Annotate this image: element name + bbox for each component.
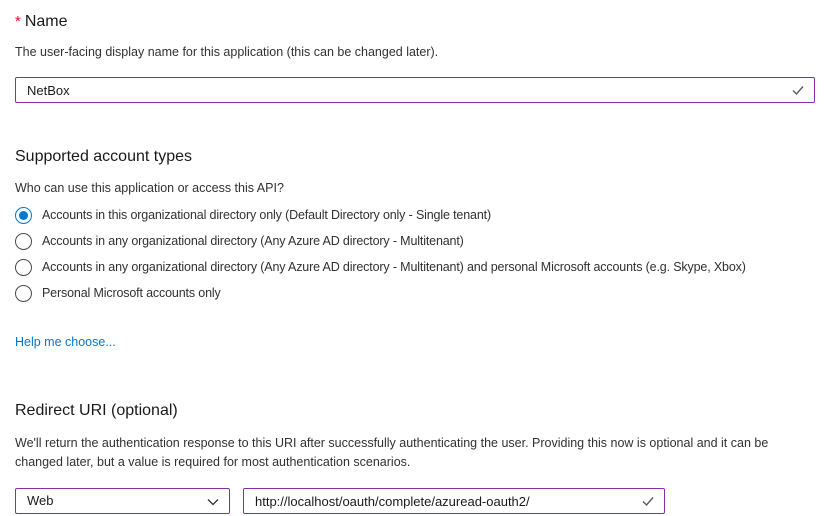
name-field-wrap: [15, 77, 815, 103]
account-types-title: Supported account types: [15, 148, 193, 165]
account-types-radio-group: [15, 206, 815, 302]
help-me-choose-link[interactable]: Help me choose...: [15, 335, 116, 349]
uri-field-wrap: [243, 488, 665, 514]
radio-button-icon[interactable]: [15, 259, 32, 276]
name-description: The user-facing display name for this application (this can be changed later).: [15, 45, 439, 59]
required-marker: *: [15, 13, 21, 30]
redirect-uri-title: Redirect URI (optional): [15, 402, 178, 419]
redirect-uri-row: [15, 488, 815, 514]
radio-option-multitenant[interactable]: [15, 232, 815, 250]
chevron-down-icon: [206, 495, 220, 509]
radio-option-label: Accounts in any organizational directory (Any Azure AD directory - Multitenant): [42, 234, 464, 248]
radio-option-label: Accounts in this organizational directory only (Default Directory only - Single tenant): [42, 208, 491, 222]
redirect-uri-input[interactable]: [243, 488, 665, 514]
radio-button-icon[interactable]: [15, 285, 32, 302]
platform-select[interactable]: [15, 488, 230, 514]
name-section-title: [15, 11, 815, 32]
radio-option-single-tenant[interactable]: [15, 206, 815, 224]
redirect-uri-description: We'll return the authentication response to this URI after successfully authenticating the user. Providing this now is optional and it can be changed later, but a value is required for most authentication scenarios.: [15, 436, 769, 469]
radio-option-multitenant-personal[interactable]: [15, 258, 815, 276]
radio-option-label: Accounts in any organizational directory (Any Azure AD directory - Multitenant) and personal Microsoft accounts (e.g. Skype, Xbox): [42, 260, 746, 274]
account-types-question: Who can use this application or access this API?: [15, 181, 284, 195]
radio-option-label: Personal Microsoft accounts only: [42, 286, 221, 300]
name-title-text: Name: [24, 13, 68, 30]
radio-option-personal-only[interactable]: [15, 284, 815, 302]
radio-button-icon[interactable]: [15, 233, 32, 250]
platform-select-value: Web: [27, 493, 54, 508]
radio-button-icon[interactable]: [15, 207, 32, 224]
name-input[interactable]: [15, 77, 815, 103]
